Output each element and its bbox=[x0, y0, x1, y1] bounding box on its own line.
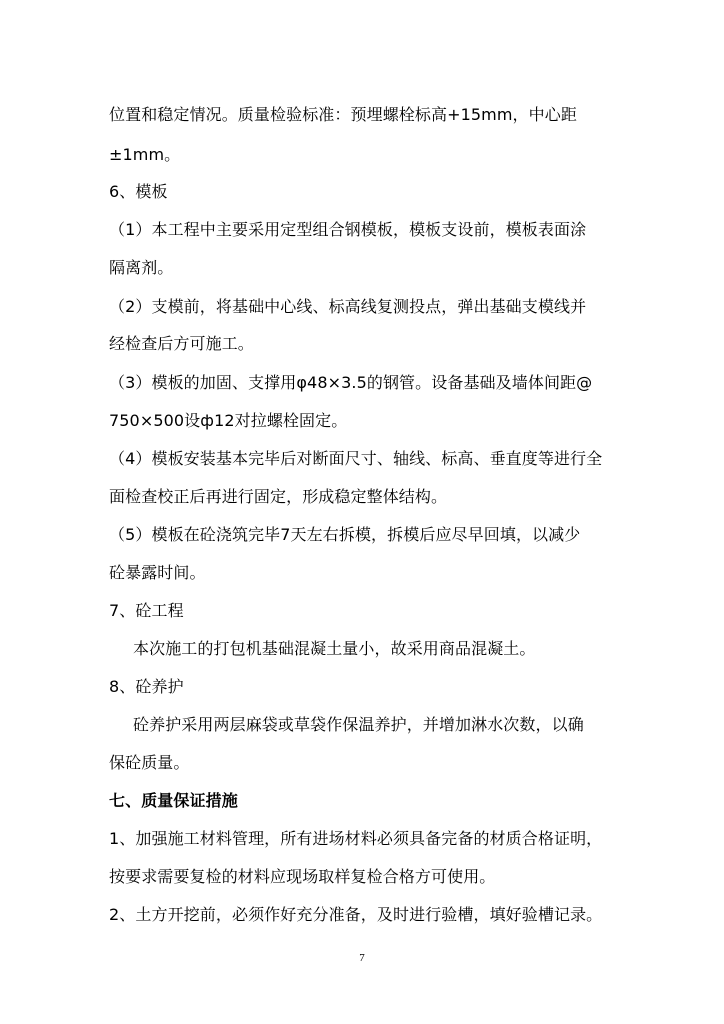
section-heading-7: 7、砼工程 bbox=[109, 601, 184, 620]
text-line: （4）模板安装基本完毕后对断面尺寸、轴线、标高、垂直度等进行全 bbox=[109, 449, 603, 468]
text-line: （2）支模前，将基础中心线、标高线复测投点，弹出基础支模线并 bbox=[109, 297, 587, 316]
text-line: 位置和稳定情况。质量检验标准：预埋螺栓标高+15mm，中心距 bbox=[109, 105, 577, 124]
text-line: 2、土方开挖前，必须作好充分准备，及时进行验槽，填好验槽记录。 bbox=[109, 905, 603, 924]
text-line: 按要求需要复检的材料应现场取样复检合格方可使用。 bbox=[109, 867, 496, 886]
text-line: 面检查校正后再进行固定，形成稳定整体结构。 bbox=[109, 487, 448, 506]
text-line: 经检查后方可施工。 bbox=[109, 334, 254, 353]
page-number: 7 bbox=[359, 952, 365, 964]
section-heading-8: 8、砼养护 bbox=[109, 677, 184, 696]
text-line: 本次施工的打包机基础混凝土量小，故采用商品混凝土。 bbox=[133, 639, 536, 658]
text-line: 砼养护采用两层麻袋或草袋作保温养护，并增加淋水次数，以确 bbox=[133, 715, 584, 734]
text-line: （5）模板在砼浇筑完毕7天左右拆模，拆模后应尽早回填，以减少 bbox=[109, 525, 581, 544]
chapter-heading: 七、质量保证措施 bbox=[109, 791, 238, 810]
text-line: （1）本工程中主要采用定型组合钢模板，模板支设前，模板表面涂 bbox=[109, 220, 587, 239]
text-line: 750×500设ф12对拉螺栓固定。 bbox=[109, 411, 348, 430]
section-heading-6: 6、模板 bbox=[109, 182, 168, 201]
text-line: 1、加强施工材料管理，所有进场材料必须具备完备的材质合格证明， bbox=[109, 829, 603, 848]
text-line: （3）模板的加固、支撑用φ48×3.5的钢管。设备基础及墙体间距@ bbox=[109, 373, 593, 392]
text-line: 隔离剂。 bbox=[109, 258, 174, 277]
text-line: ±1mm。 bbox=[109, 145, 181, 164]
text-line: 砼暴露时间。 bbox=[109, 563, 206, 582]
text-line: 保砼质量。 bbox=[109, 753, 190, 772]
